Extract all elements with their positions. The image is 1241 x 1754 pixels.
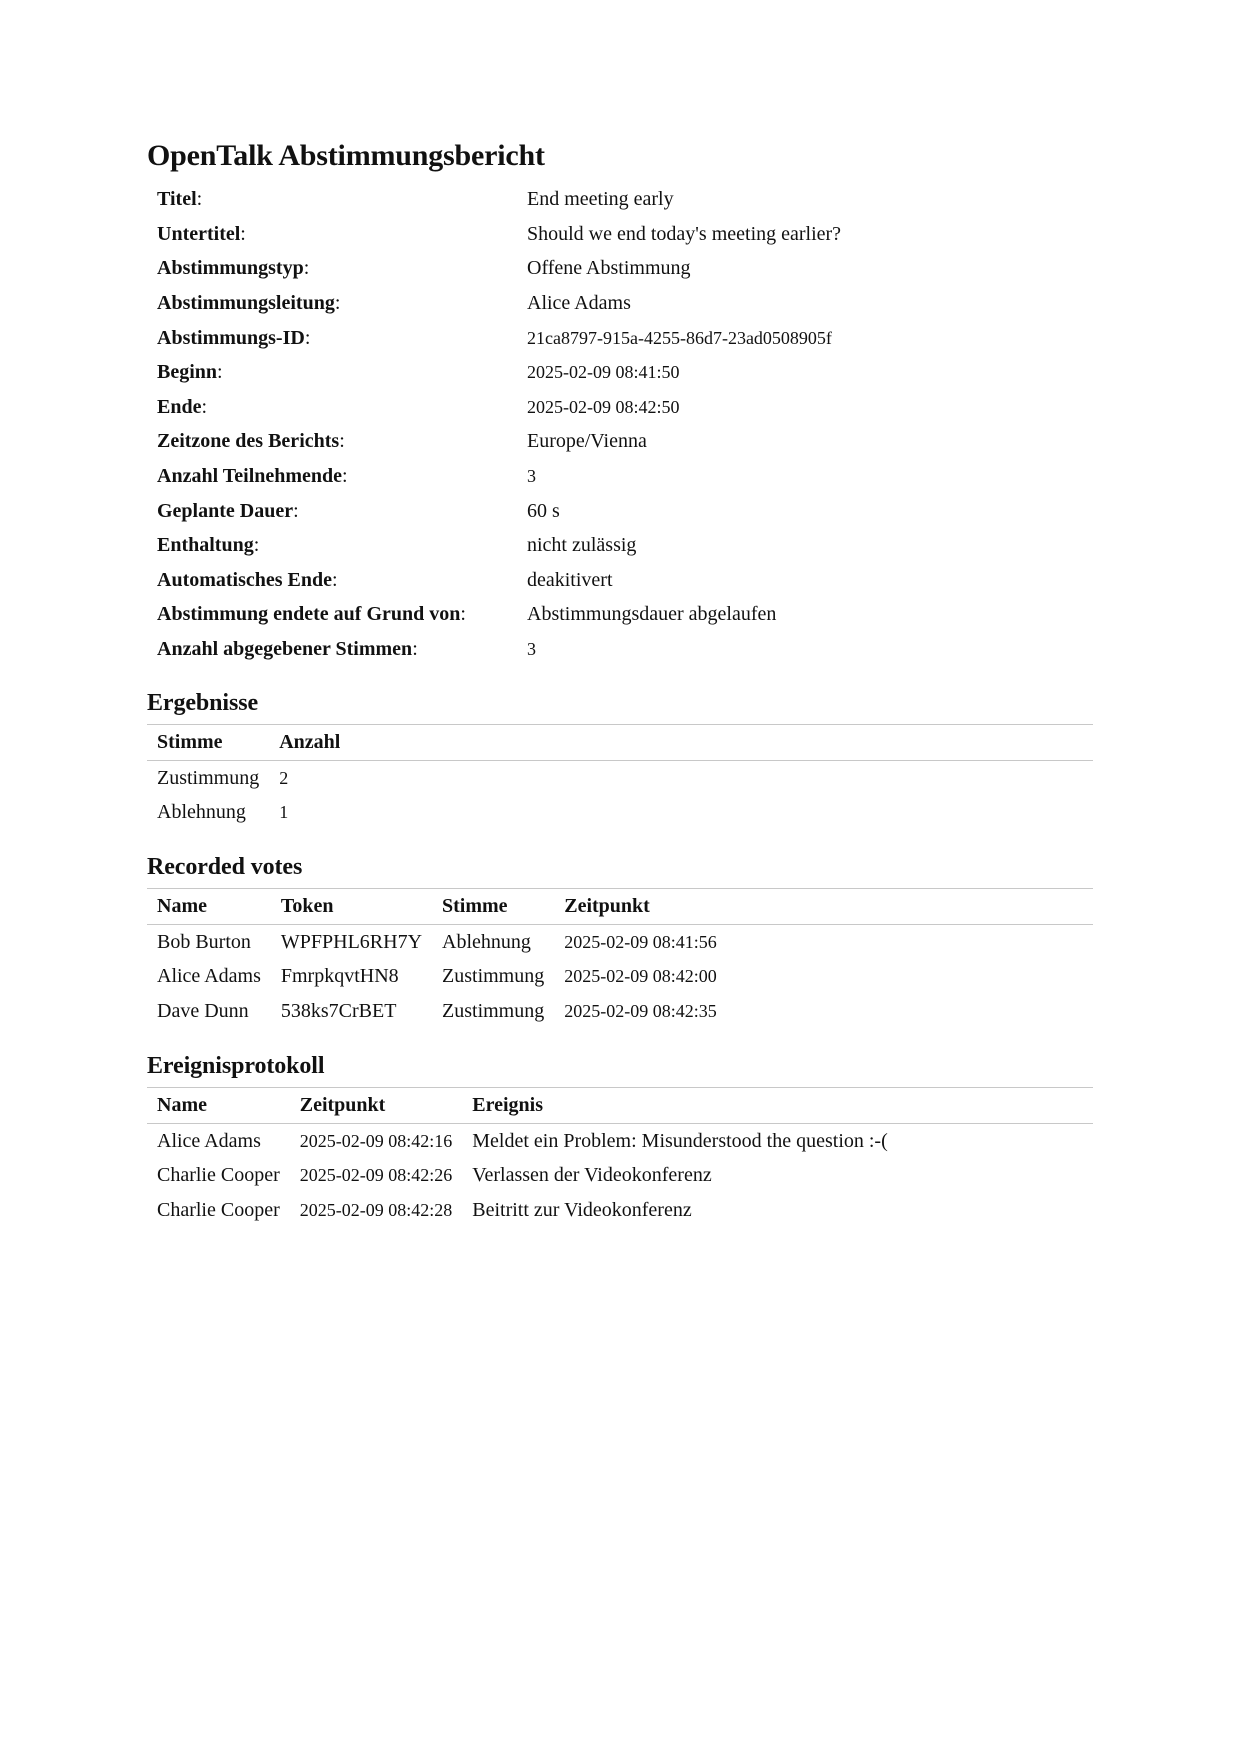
meta-row: Untertitel: Should we end today's meeting earlier?	[147, 217, 851, 252]
metadata-table	[147, 182, 851, 666]
column-header: Stimme	[442, 895, 508, 918]
vote-choice: Zustimmung	[442, 965, 545, 988]
meta-value: 2025-02-09 08:41:50	[527, 362, 680, 383]
table-header-row	[147, 725, 1093, 761]
table-row	[147, 1123, 1093, 1158]
meta-label: Untertitel	[157, 222, 241, 245]
results-section	[147, 688, 1093, 830]
column-header: Stimme	[157, 731, 223, 754]
meta-value: 21ca8797-915a-4255-86d7-23ad0508905f	[527, 327, 832, 348]
meta-value: Europe/Vienna	[527, 430, 647, 453]
vote-token: 538ks7CrBET	[280, 999, 397, 1022]
voter-name: Bob Burton	[157, 930, 251, 953]
column-header: Name	[157, 1094, 207, 1117]
column-header: Anzahl	[279, 731, 341, 754]
vote-time: 2025-02-09 08:42:00	[564, 966, 717, 987]
event-actor: Alice Adams	[157, 1129, 261, 1152]
meta-row: Anzahl Teilnehmende: 3	[147, 459, 851, 494]
meta-row: Automatisches Ende: deakitivert	[147, 563, 851, 598]
table-row	[147, 1193, 1093, 1228]
votes-table	[147, 888, 1093, 1028]
event-actor: Charlie Cooper	[157, 1164, 280, 1187]
column-header: Zeitpunkt	[564, 895, 650, 918]
event-description: Verlassen der Videokonferenz	[472, 1164, 712, 1187]
event-description: Meldet ein Problem: Misunderstood the question :-(	[472, 1129, 888, 1152]
vote-token: FmrpkqvtHN8	[280, 965, 399, 988]
table-row	[147, 994, 1093, 1029]
meta-row: Enthaltung: nicht zulässig	[147, 528, 851, 563]
events-table	[147, 1087, 1093, 1227]
voter-name: Alice Adams	[157, 965, 261, 988]
meta-label: Ende	[157, 395, 202, 418]
meta-value: 3	[527, 466, 536, 487]
meta-row: Titel: End meeting early	[147, 182, 851, 217]
events-heading: Ereignisprotokoll	[147, 1053, 325, 1079]
meta-value: 60 s	[527, 499, 560, 522]
meta-value: Abstimmungsdauer abgelaufen	[527, 603, 777, 626]
meta-label: Anzahl Teilnehmende	[157, 465, 343, 488]
column-header: Zeitpunkt	[299, 1094, 386, 1117]
table-row	[147, 1158, 1093, 1193]
meta-row: Zeitzone des Berichts: Europe/Vienna	[147, 424, 851, 459]
meta-row: Abstimmungstyp: Offene Abstimmung	[147, 251, 851, 286]
column-header: Name	[157, 895, 207, 918]
vote-count: 2	[279, 767, 289, 788]
vote-choice: Ablehnung	[442, 930, 531, 953]
vote-choice: Zustimmung	[442, 999, 545, 1022]
table-header-row	[147, 1088, 1093, 1124]
meta-label: Zeitzone des Berichts	[157, 430, 340, 453]
table-row	[147, 924, 1093, 959]
meta-row: Geplante Dauer: 60 s	[147, 493, 851, 528]
meta-value: Offene Abstimmung	[527, 257, 691, 280]
meta-label: Abstimmungstyp	[157, 257, 304, 280]
meta-row: Ende: 2025-02-09 08:42:50	[147, 390, 851, 425]
results-heading: Ergebnisse	[147, 690, 259, 716]
votes-section	[147, 852, 1093, 1028]
meta-value: End meeting early	[527, 188, 674, 211]
meta-value: Alice Adams	[527, 292, 631, 315]
event-actor: Charlie Cooper	[157, 1198, 280, 1221]
meta-label: Abstimmung endete auf Grund von	[157, 603, 461, 626]
results-table	[147, 724, 1093, 830]
meta-value: nicht zulässig	[527, 534, 637, 557]
table-row	[147, 795, 1093, 830]
column-header: Ereignis	[472, 1094, 544, 1117]
column-header: Token	[280, 895, 334, 918]
event-time: 2025-02-09 08:42:28	[299, 1199, 453, 1220]
meta-row: Abstimmungsleitung: Alice Adams	[147, 286, 851, 321]
event-time: 2025-02-09 08:42:16	[299, 1130, 453, 1151]
votes-heading: Recorded votes	[147, 854, 303, 880]
meta-value: 3	[527, 639, 536, 660]
meta-row: Anzahl abgegebener Stimmen: 3	[147, 632, 851, 667]
meta-value: 2025-02-09 08:42:50	[527, 396, 680, 417]
meta-label: Abstimmungsleitung	[157, 292, 335, 315]
meta-label: Geplante Dauer	[157, 499, 294, 522]
vote-option: Ablehnung	[157, 801, 246, 824]
meta-value: deakitivert	[527, 568, 613, 591]
meta-row: Abstimmungs-ID: 21ca8797-915a-4255-86d7-23ad0508905f	[147, 320, 851, 355]
table-header-row	[147, 889, 1093, 925]
voter-name: Dave Dunn	[157, 999, 249, 1022]
vote-option: Zustimmung	[157, 766, 260, 789]
event-time: 2025-02-09 08:42:26	[299, 1165, 453, 1186]
vote-count: 1	[279, 802, 289, 823]
table-row	[147, 760, 1093, 795]
meta-label: Automatisches Ende	[157, 568, 333, 591]
report-page	[147, 136, 1093, 1221]
vote-time: 2025-02-09 08:41:56	[564, 931, 717, 952]
table-row	[147, 959, 1093, 994]
vote-token: WPFPHL6RH7Y	[280, 930, 423, 953]
meta-label: Anzahl abgegebener Stimmen	[157, 638, 413, 661]
meta-label: Abstimmungs-ID	[157, 326, 305, 349]
meta-row: Abstimmung endete auf Grund von: Abstimmungsdauer abgelaufen	[147, 597, 851, 632]
meta-row: Beginn: 2025-02-09 08:41:50	[147, 355, 851, 390]
vote-time: 2025-02-09 08:42:35	[564, 1000, 717, 1021]
event-description: Beitritt zur Videokonferenz	[472, 1198, 692, 1221]
meta-label: Beginn	[157, 361, 218, 384]
meta-label: Titel	[157, 188, 197, 211]
meta-value: Should we end today's meeting earlier?	[527, 222, 842, 245]
meta-label: Enthaltung	[157, 534, 254, 557]
events-section	[147, 1051, 1093, 1227]
report-title: OpenTalk Abstimmungsbericht	[147, 139, 545, 172]
